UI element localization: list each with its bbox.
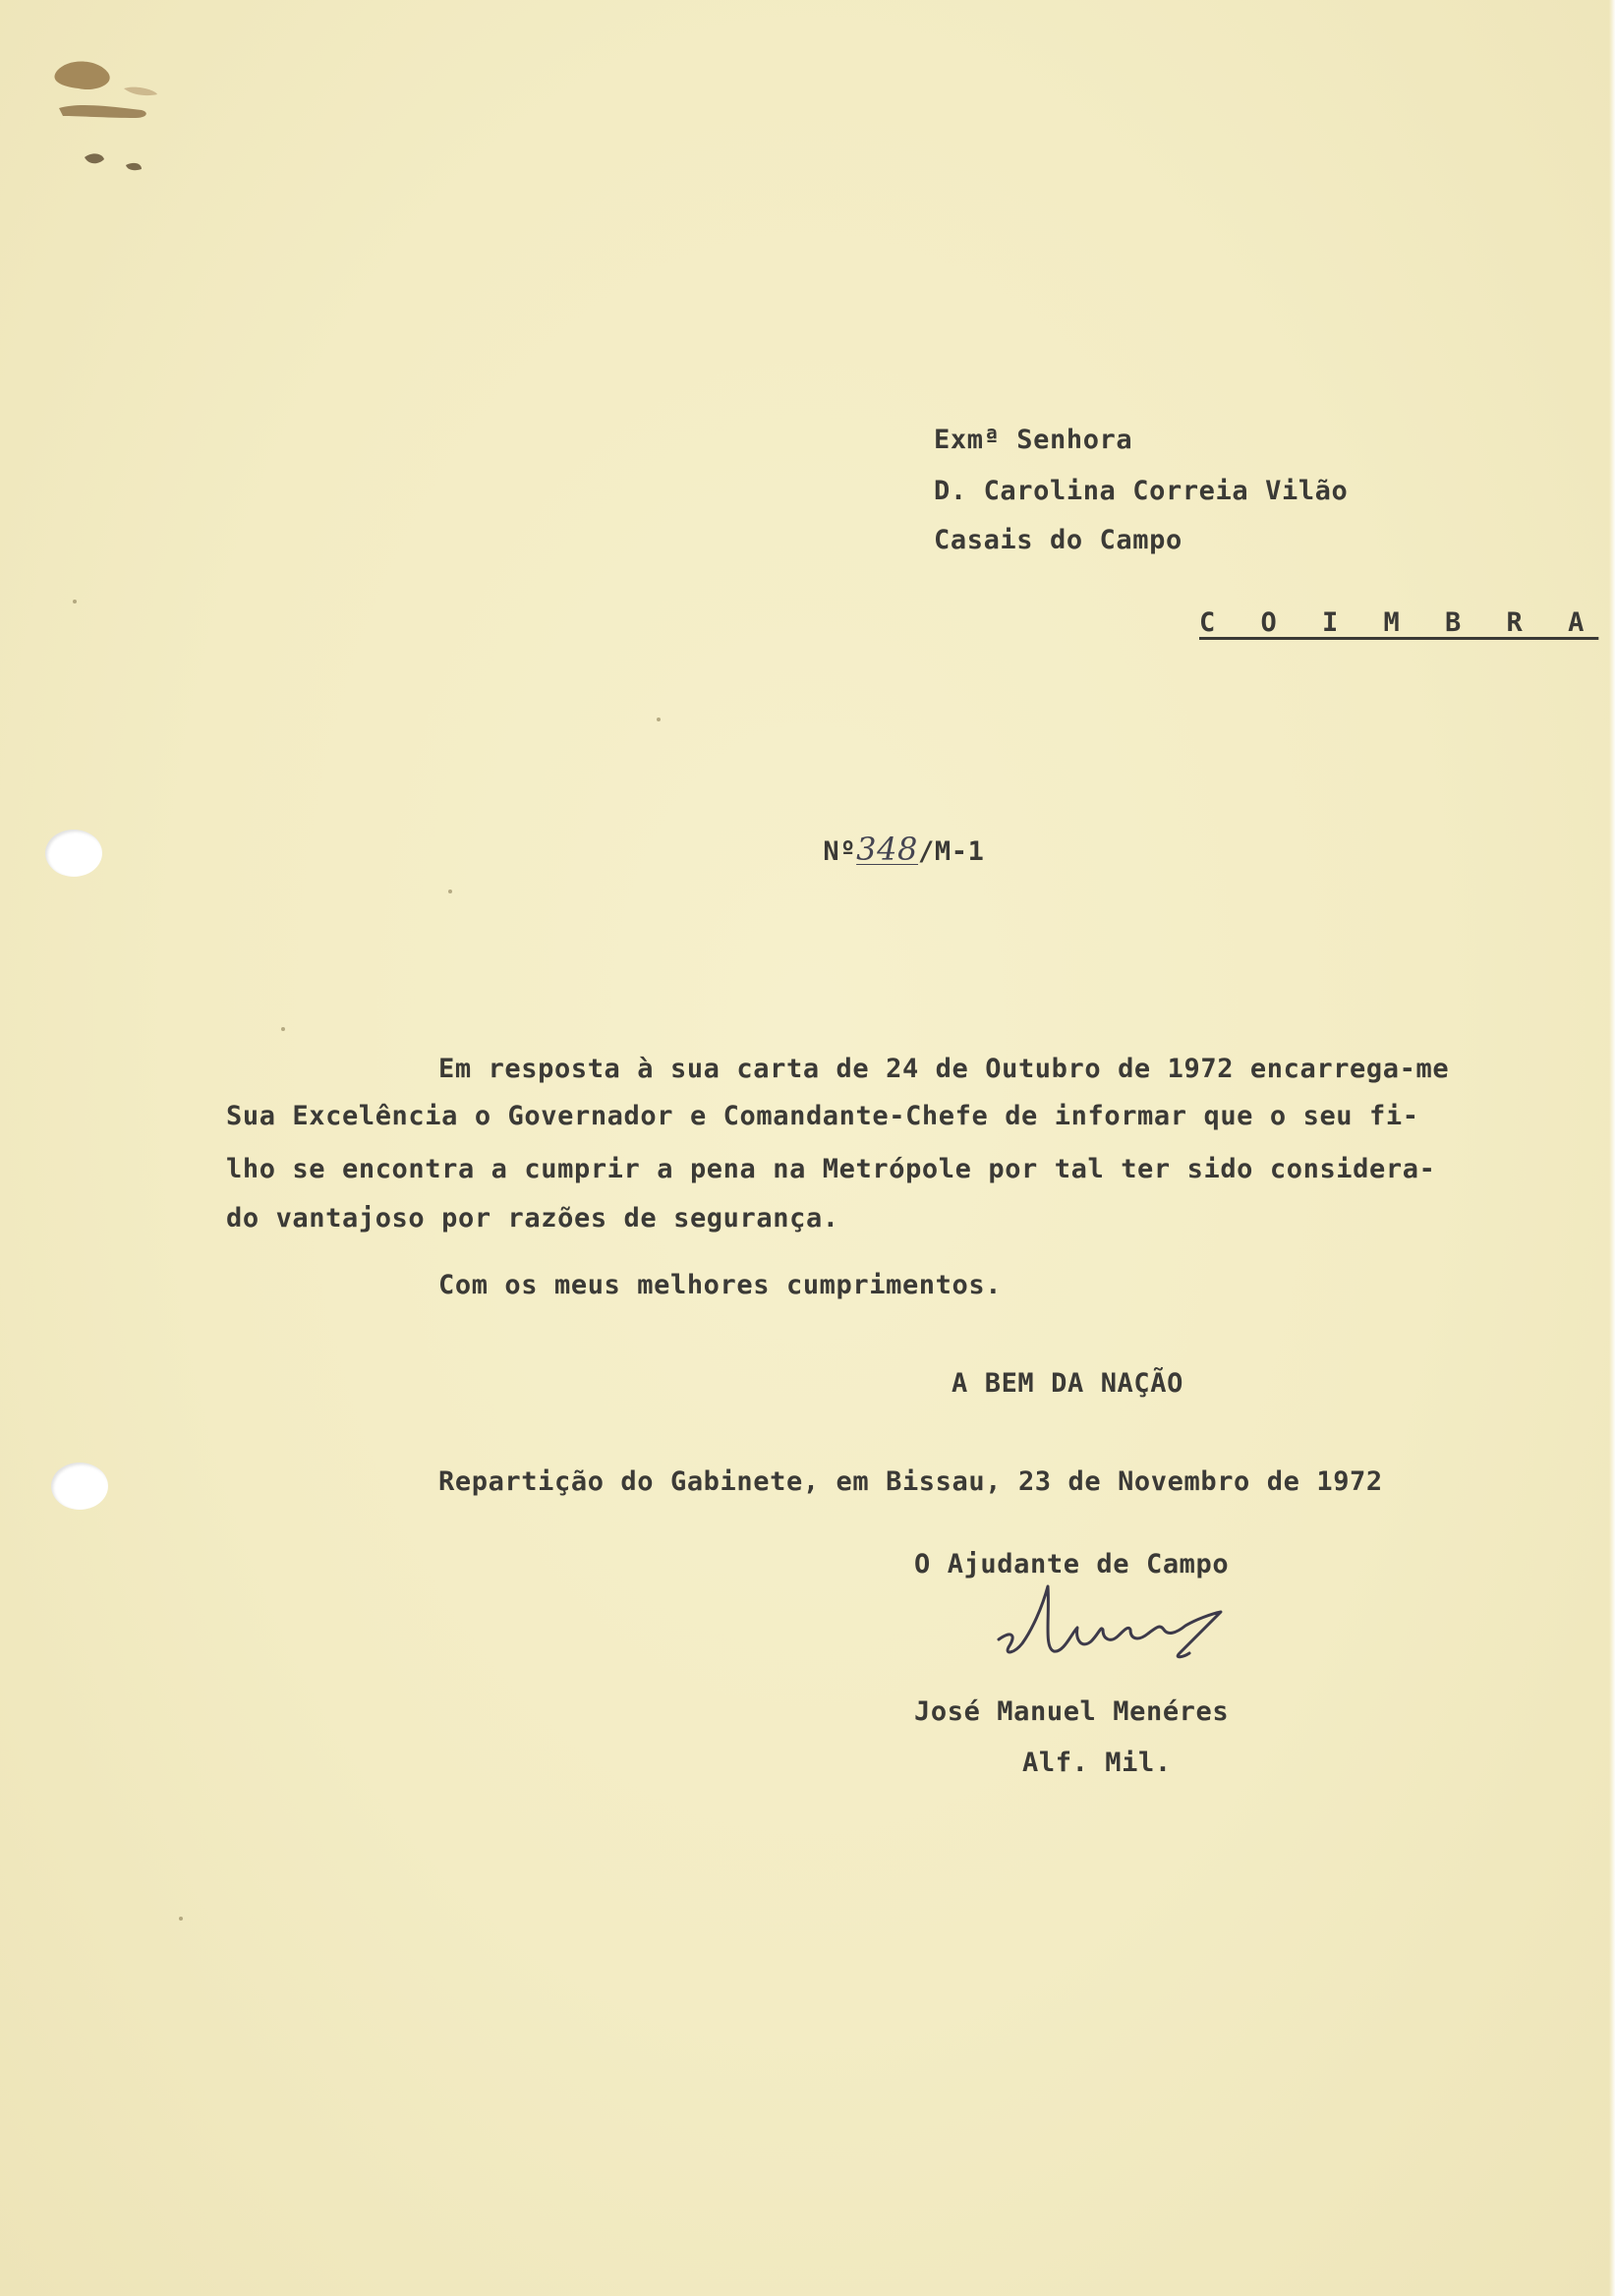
addressee-address: Casais do Campo <box>934 525 1182 555</box>
paper-speck <box>448 890 452 893</box>
reference-prefix: Nº <box>823 836 857 867</box>
closing-line: Com os meus melhores cumprimentos. <box>438 1270 1003 1300</box>
addressee-salutation: Exmª Senhora <box>934 425 1133 455</box>
addressee-city: C O I M B R A <box>1199 607 1599 638</box>
place-date: Repartição do Gabinete, em Bissau, 23 de Novembro de 1972 <box>438 1466 1383 1497</box>
handwritten-signature <box>993 1578 1278 1687</box>
body-line-1: Em resposta à sua carta de 24 de Outubro de 1972 encarrega-me <box>438 1054 1450 1084</box>
signature-name: José Manuel Menéres <box>914 1696 1230 1727</box>
paper-speck <box>657 718 661 721</box>
body-line-3: lho se encontra a cumprir a pena na Metrópole por tal ter sido considera- <box>226 1154 1436 1184</box>
punch-hole-lower <box>51 1463 108 1510</box>
paper-edge <box>1609 0 1615 2296</box>
paper-speck <box>281 1027 285 1031</box>
motto: A BEM DA NAÇÃO <box>952 1368 1183 1399</box>
paper-speck <box>179 1917 183 1921</box>
reference-handwritten-number: 348 <box>856 831 919 868</box>
reference-number <box>757 802 984 899</box>
paper-speck <box>73 600 77 603</box>
reference-suffix: /M-1 <box>918 836 985 867</box>
addressee-name: D. Carolina Correia Vilão <box>934 476 1349 506</box>
body-line-2: Sua Excelência o Governador e Comandante-Chefe de informar que o seu fi- <box>226 1101 1419 1131</box>
punch-hole-upper <box>45 830 102 877</box>
signature-role: O Ajudante de Campo <box>914 1549 1230 1579</box>
ink-stain-top <box>39 49 187 187</box>
body-line-4: do vantajoso por razões de segurança. <box>226 1203 839 1234</box>
signature-rank: Alf. Mil. <box>1022 1748 1172 1778</box>
